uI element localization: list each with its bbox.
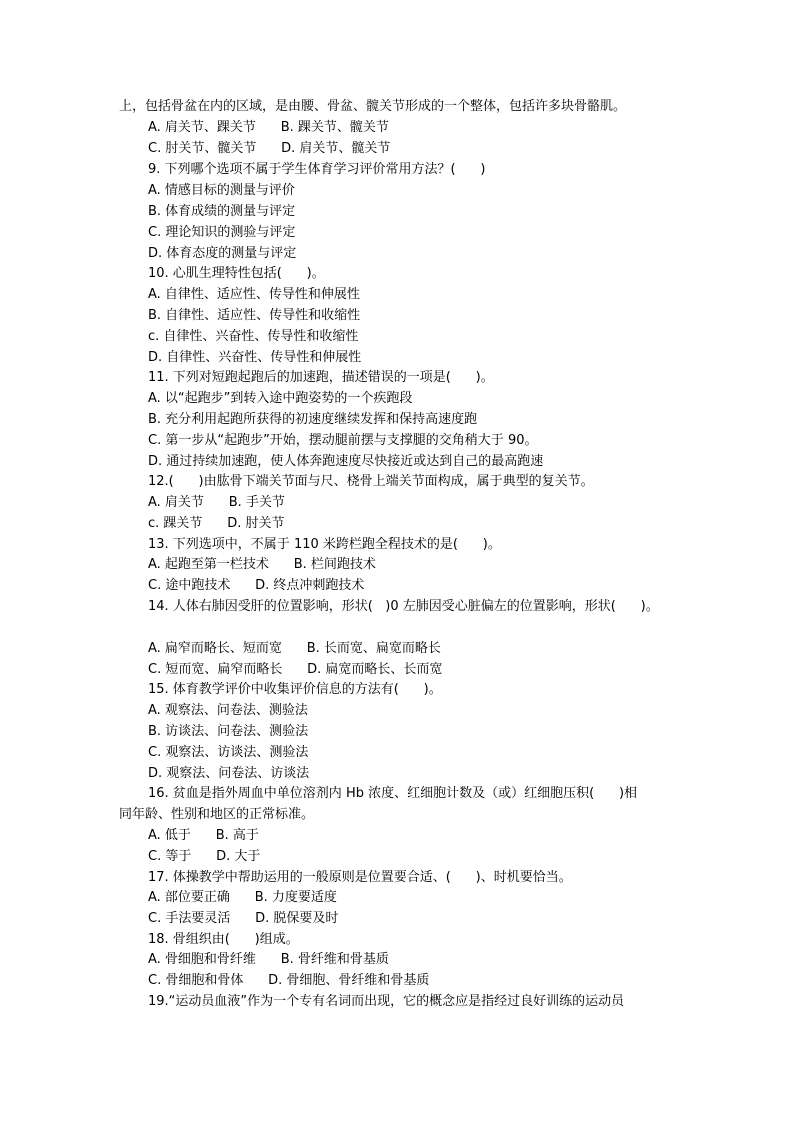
question-line: 17. 体操教学中帮助运用的一般原则是位置要合适、( )、时机要恰当。 <box>148 870 572 885</box>
option-line: D. 自律性、兴奋性、传导性和伸展性 <box>148 350 362 365</box>
question-line: 16. 贫血是指外周血中单位溶剂内 Hb 浓度、红细胞计数及（或）红细胞压积( )相 <box>148 786 638 801</box>
question-line: 9. 下列哪个选项不属于学生体育学习评价常用方法？( ) <box>148 162 486 177</box>
question-line: 18. 骨组织由( )组成。 <box>148 932 299 947</box>
option-line: C. 短而宽、扁窄而略长 D. 扁宽而略长、长而宽 <box>148 662 443 677</box>
option-line: B. 体育成绩的测量与评定 <box>148 204 296 219</box>
text-line: 同年龄、性别和地区的正常标准。 <box>119 807 315 822</box>
option-line: A. 骨细胞和骨纤维 B. 骨纤维和骨基质 <box>148 952 389 967</box>
text-line: 上，包括骨盆在内的区域，是由腰、骨盆、髋关节形成的一个整体，包括许多块骨骼肌。 <box>119 99 627 114</box>
question-line: 15. 体育教学评价中收集评价信息的方法有( )。 <box>148 682 442 697</box>
option-line: A. 自律性、适应性、传导性和伸展性 <box>148 287 360 302</box>
option-line: D. 体育态度的测量与评定 <box>148 246 297 261</box>
option-line: A. 部位要正确 B. 力度要适度 <box>148 890 337 905</box>
question-line: 11. 下列对短跑起跑后的加速跑，描述错误的一项是( )。 <box>148 370 494 385</box>
option-line: c. 踝关节 D. 肘关节 <box>148 516 285 531</box>
option-line: A. 起跑至第一栏技术 B. 栏间跑技术 <box>148 557 376 572</box>
option-line: A. 低于 B. 高于 <box>148 828 259 843</box>
option-line: c. 自律性、兴奋性、传导性和收缩性 <box>148 329 359 344</box>
option-line: A. 扁窄而略长、短而宽 B. 长而宽、扁宽而略长 <box>148 641 441 656</box>
option-line: D. 观察法、问卷法、访谈法 <box>148 766 310 781</box>
option-line: D. 通过持续加速跑，使人体奔跑速度尽快接近或达到自己的最高跑速 <box>148 454 544 469</box>
option-line: A. 肩关节 B. 手关节 <box>148 495 285 510</box>
option-line: B. 充分利用起跑所获得的初速度继续发挥和保持高速度跑 <box>148 412 478 427</box>
question-line: 12.( )由肱骨下端关节面与尺、桡骨上端关节面构成，属于典型的复关节。 <box>148 474 594 489</box>
option-line: C. 途中跑技术 D. 终点冲刺跑技术 <box>148 578 365 593</box>
question-line: 14. 人体右肺因受肝的位置影响，形状( )0 左肺因受心脏偏左的位置影响，形状( )。 <box>148 599 659 614</box>
option-line: C. 观察法、访谈法、测验法 <box>148 745 309 760</box>
option-line: C. 理论知识的测验与评定 <box>148 225 296 240</box>
question-line: 13. 下列选项中，不属于 110 米跨栏跑全程技术的是( )。 <box>148 537 501 552</box>
option-line: C. 第一步从“起跑步”开始，摆动腿前摆与支撑腿的交角稍大于 90。 <box>148 433 538 448</box>
option-line: C. 手法要灵活 D. 脱保要及时 <box>148 911 339 926</box>
option-line: C. 骨细胞和骨体 D. 骨细胞、骨纤维和骨基质 <box>148 973 430 988</box>
option-line: A. 观察法、问卷法、测验法 <box>148 703 308 718</box>
question-line: 10. 心肌生理特性包括( )。 <box>148 266 325 281</box>
option-line: A. 情感目标的测量与评价 <box>148 183 295 198</box>
option-line: A. 肩关节、踝关节 B. 踝关节、髋关节 <box>148 120 389 135</box>
option-line: A. 以“起跑步”到转入途中跑姿势的一个疾跑段 <box>148 391 413 406</box>
option-line: C. 肘关节、髋关节 D. 肩关节、髋关节 <box>148 141 391 156</box>
option-line: C. 等于 D. 大于 <box>148 849 261 864</box>
question-line: 19.“运动员血液”作为一个专有名词而出现，它的概念应是指经过良好训练的运动员 <box>148 994 625 1009</box>
option-line: B. 自律性、适应性、传导性和收缩性 <box>148 308 361 323</box>
option-line: B. 访谈法、问卷法、测验法 <box>148 724 309 739</box>
